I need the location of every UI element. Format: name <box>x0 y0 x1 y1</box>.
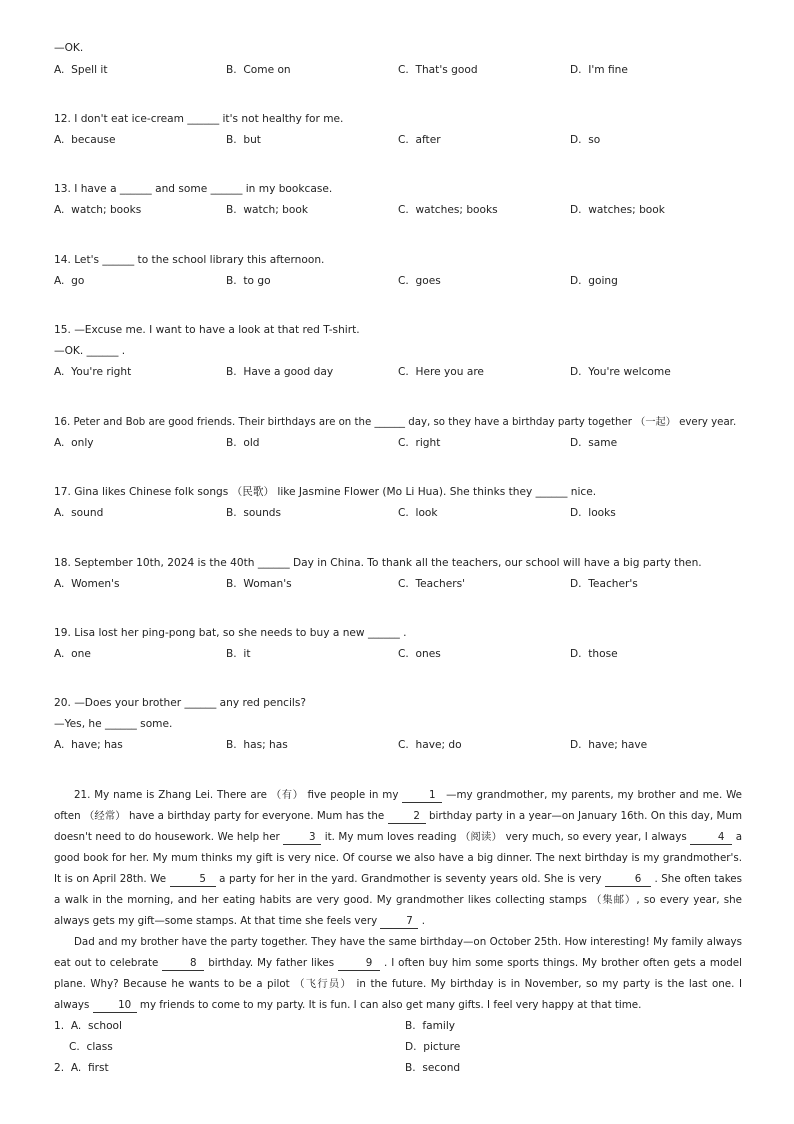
option-b[interactable]: B. sounds <box>226 507 282 519</box>
question-12-stem: 12. I don't eat ice-cream ______ it's not healthy for me. <box>54 113 344 125</box>
answer-1-option-c[interactable]: C. class <box>69 1041 113 1053</box>
question-15-stem: 15. —Excuse me. I want to have a look at that red T-shirt. <box>54 324 360 336</box>
option-b[interactable]: B. to go <box>226 275 271 287</box>
passage-text: Dad and my brother have the party together. They have the same birthday—on October 25th. How interesting! My family always eat out to celebrate <box>54 936 742 969</box>
option-c[interactable]: C. Here you are <box>398 366 484 378</box>
option-a[interactable]: A. watch; books <box>54 204 142 216</box>
option-b[interactable]: B. it <box>226 648 251 660</box>
option-a[interactable]: A. You're right <box>54 366 132 378</box>
option-d[interactable]: D. so <box>570 134 601 146</box>
option-c[interactable]: C. watches; books <box>398 204 498 216</box>
question-16-stem: 16. Peter and Bob are good friends. Their birthdays are on the ______ day, so they have a birthday party together （一起） every year. <box>54 417 737 428</box>
cloze-passage <box>54 785 742 1016</box>
question-20-stem: 20. —Does your brother ______ any red pencils? <box>54 697 307 709</box>
option-b[interactable]: B. but <box>226 134 261 146</box>
blank-3[interactable]: 3 <box>283 831 321 845</box>
blank-1[interactable]: 1 <box>402 789 442 803</box>
passage-text: it. My mum loves reading （阅读） very much, so every year, I always <box>321 831 691 843</box>
question-19-stem: 19. Lisa lost her ping-pong bat, so she needs to buy a new ______ . <box>54 627 407 639</box>
blank-9[interactable]: 9 <box>338 957 380 971</box>
passage-text: a party for her in the yard. Grandmother is seventy years old. She is very <box>215 873 605 885</box>
question-20-dialogue: —Yes, he ______ some. <box>54 718 173 730</box>
option-a[interactable]: A. have; has <box>54 739 123 751</box>
option-a[interactable]: A. because <box>54 134 116 146</box>
passage-text: —my grandmother, my parents, my brother and me. We often （经常） have a birthday party for everyone. Mum has the <box>54 789 742 822</box>
blank-6[interactable]: 6 <box>605 873 651 887</box>
question-13-stem: 13. I have a ______ and some ______ in my bookcase. <box>54 183 333 195</box>
option-d[interactable]: D. same <box>570 437 618 449</box>
passage-text: birthday. My father likes <box>204 957 339 969</box>
dialogue-line: —OK. <box>54 42 84 54</box>
answer-2-option-a[interactable]: 2. A. first <box>54 1062 109 1074</box>
blank-5[interactable]: 5 <box>170 873 216 887</box>
question-18-stem: 18. September 10th, 2024 is the 40th ______ Day in China. To thank all the teachers, our school will have a big party then. <box>54 557 702 569</box>
option-a[interactable]: A. only <box>54 437 94 449</box>
question-17-stem: 17. Gina likes Chinese folk songs （民歌） like Jasmine Flower (Mo Li Hua). She thinks they ______ nice. <box>54 486 597 498</box>
option-b[interactable]: B. old <box>226 437 260 449</box>
blank-10[interactable]: 10 <box>93 999 137 1013</box>
option-d[interactable]: D. looks <box>570 507 616 519</box>
blank-4[interactable]: 4 <box>690 831 732 845</box>
option-d[interactable]: D. I'm fine <box>570 64 628 76</box>
blank-7[interactable]: 7 <box>380 915 418 929</box>
option-c[interactable]: C. ones <box>398 648 441 660</box>
option-c[interactable]: C. goes <box>398 275 441 287</box>
answer-1-option-b[interactable]: B. family <box>405 1020 456 1032</box>
option-b[interactable]: B. Have a good day <box>226 366 334 378</box>
option-d[interactable]: D. going <box>570 275 618 287</box>
option-c[interactable]: C. after <box>398 134 441 146</box>
option-a[interactable]: A. Spell it <box>54 64 108 76</box>
passage-paragraph-1 <box>54 785 742 932</box>
passage-text: . <box>418 915 426 927</box>
passage-text: . I often buy him some sports things. My brother often gets a model plane. Why? Because he wants to be a pilot （飞行员） in the future. My birthday is in November, so my party is the last one. I always <box>54 957 742 1011</box>
answer-1-option-a[interactable]: 1. A. school <box>54 1020 122 1032</box>
option-a[interactable]: A. sound <box>54 507 104 519</box>
option-a[interactable]: A. go <box>54 275 85 287</box>
option-b[interactable]: B. Come on <box>226 64 291 76</box>
option-d[interactable]: D. You're welcome <box>570 366 671 378</box>
option-b[interactable]: B. has; has <box>226 739 288 751</box>
option-b[interactable]: B. Woman's <box>226 578 292 590</box>
option-d[interactable]: D. have; have <box>570 739 648 751</box>
blank-2[interactable]: 2 <box>388 810 426 824</box>
passage-text: a good book for her. My mum thinks my gift is very nice. Of course we also have a big dinner. The next birthday is my grandmother's. It is on April 28th. We <box>54 831 743 885</box>
passage-text: 21. My name is Zhang Lei. There are （有） five people in my <box>74 789 403 801</box>
passage-paragraph-2 <box>54 932 742 1016</box>
option-c[interactable]: C. have; do <box>398 739 462 751</box>
question-15-dialogue: —OK. ______ . <box>54 345 126 357</box>
option-a[interactable]: A. Women's <box>54 578 120 590</box>
option-c[interactable]: C. look <box>398 507 438 519</box>
answer-2-option-b[interactable]: B. second <box>405 1062 461 1074</box>
option-c[interactable]: C. Teachers' <box>398 578 466 590</box>
option-d[interactable]: D. those <box>570 648 618 660</box>
option-d[interactable]: D. watches; book <box>570 204 665 216</box>
option-a[interactable]: A. one <box>54 648 91 660</box>
option-c[interactable]: C. right <box>398 437 441 449</box>
answer-1-option-d[interactable]: D. picture <box>405 1041 461 1053</box>
option-b[interactable]: B. watch; book <box>226 204 308 216</box>
passage-text: . She often takes a walk in the morning, and her eating habits are very good. My grandmother likes collecting stamps （集邮）, so every year, she always gets my gift—some stamps. At that time she feels very <box>54 873 742 927</box>
passage-text: birthday party in a year—on January 16th. On this day, Mum doesn't need to do housework. We help her <box>54 810 742 843</box>
blank-8[interactable]: 8 <box>162 957 204 971</box>
option-d[interactable]: D. Teacher's <box>570 578 638 590</box>
option-c[interactable]: C. That's good <box>398 64 478 76</box>
question-14-stem: 14. Let's ______ to the school library this afternoon. <box>54 254 325 266</box>
passage-text: my friends to come to my party. It is fun. I can also get many gifts. I feel very happy at that time. <box>136 999 642 1011</box>
